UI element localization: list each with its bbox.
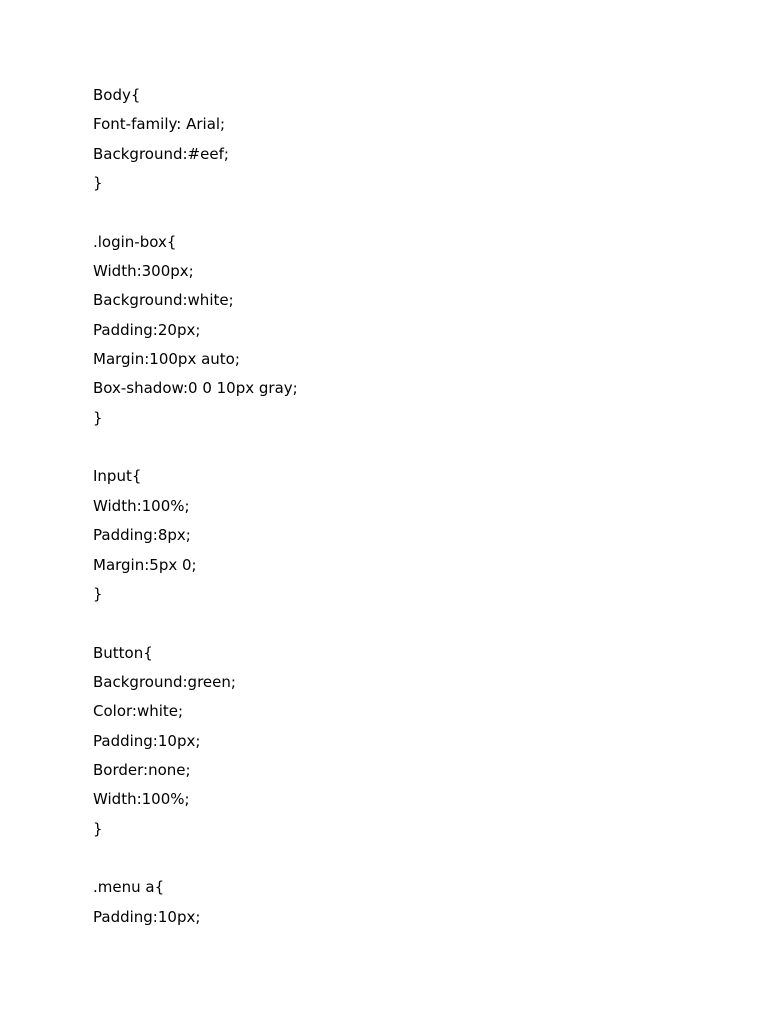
text-line: Padding:10px;	[93, 907, 201, 926]
text-line: Color:white;	[93, 702, 184, 721]
text-line: Background:white;	[93, 291, 234, 310]
text-line: Width:300px;	[93, 262, 194, 281]
text-line: }	[93, 174, 103, 193]
text-line: Box-shadow:0 0 10px gray;	[93, 379, 298, 398]
text-line: }	[93, 584, 103, 603]
text-line: .menu a{	[93, 878, 165, 897]
text-line: .login-box{	[93, 232, 177, 251]
text-line: Button{	[93, 643, 153, 662]
blank-line	[93, 609, 298, 638]
text-line: Font-family: Arial;	[93, 115, 226, 134]
text-line: Padding:20px;	[93, 320, 201, 339]
blank-line	[93, 198, 298, 227]
text-line: Background:green;	[93, 672, 236, 691]
text-line: Width:100%;	[93, 790, 190, 809]
text-line: Input{	[93, 467, 142, 486]
text-line: Body{	[93, 86, 141, 104]
blank-line	[93, 433, 298, 462]
css-text-block	[93, 81, 298, 932]
text-line: Margin:5px 0;	[93, 555, 197, 574]
text-line: }	[93, 819, 103, 838]
text-line: Width:100%;	[93, 496, 190, 515]
text-line: Padding:8px;	[93, 526, 191, 545]
text-line: Border:none;	[93, 760, 191, 779]
text-line: Margin:100px auto;	[93, 350, 240, 369]
blank-line	[93, 844, 298, 873]
text-line: }	[93, 408, 103, 427]
text-line: Padding:10px;	[93, 731, 201, 750]
text-line: Background:#eef;	[93, 144, 229, 163]
